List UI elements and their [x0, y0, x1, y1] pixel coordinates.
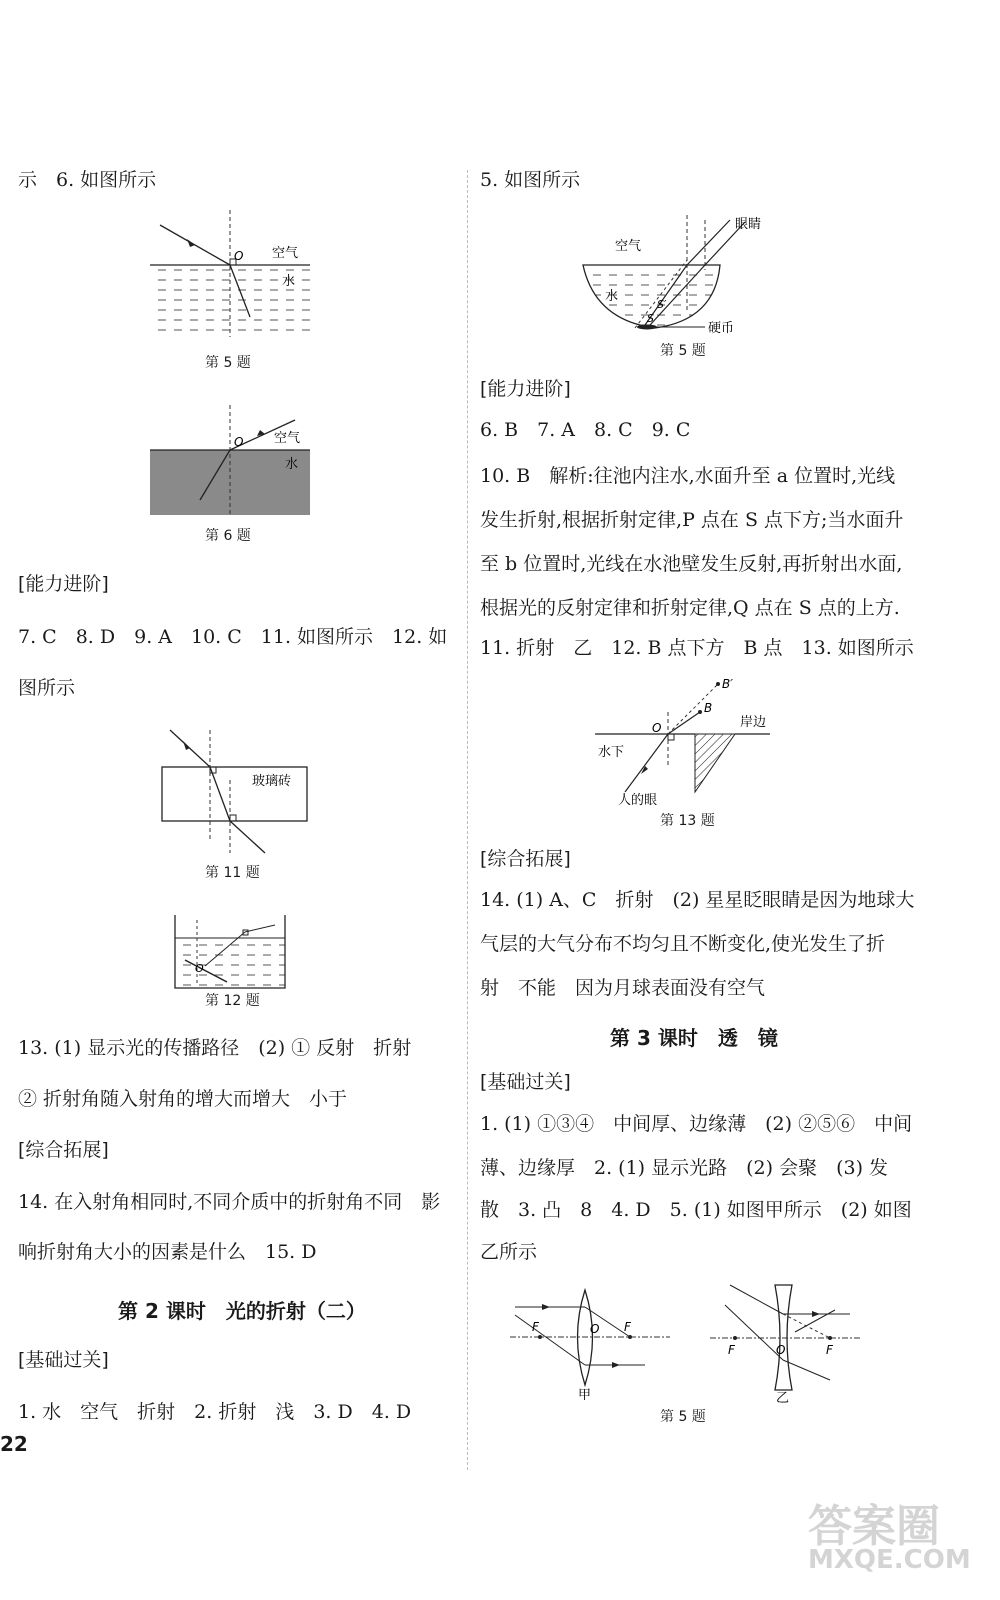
air-label: 空气	[272, 246, 299, 261]
answer-line: 根据光的反射定律和折射定律,Q 点在 S 点的上方.	[480, 597, 900, 619]
water-label: 水	[605, 289, 619, 304]
lesson-title: 第 3 课时 透 镜	[610, 1026, 778, 1050]
section-heading-basic: [基础过关]	[18, 1349, 109, 1371]
answer-line: 图所示	[18, 677, 76, 699]
figure-convex-lens	[510, 1285, 670, 1400]
point-b-prime-label: B′	[722, 677, 733, 691]
coin-label: 硬币	[708, 321, 735, 336]
s-prime-label: S′	[657, 298, 667, 311]
focus-f-label: F	[624, 1320, 631, 1334]
answer-line: 5. 如图所示	[480, 169, 581, 191]
answer-line: 14. 在入射角相同时,不同介质中的折射角不同 影	[18, 1191, 441, 1213]
figure-refraction-5	[140, 205, 320, 345]
focus-f-label: F	[826, 1343, 833, 1357]
answer-line: 1. 水 空气 折射 2. 折射 浅 3. D 4. D	[18, 1401, 412, 1423]
section-heading-ability: [能力进阶]	[480, 378, 571, 400]
answer-line: 薄、边缘厚 2. (1) 显示光路 (2) 会聚 (3) 发	[480, 1157, 889, 1179]
answer-line: 响折射角大小的因素是什么 15. D	[18, 1241, 317, 1263]
section-heading-extension: [综合拓展]	[480, 848, 571, 870]
figure-caption: 第 5 题	[660, 343, 706, 359]
answer-line: 气层的大气分布不均匀且不断变化,使光发生了折	[480, 933, 886, 955]
figure-yi-label: 乙	[776, 1391, 790, 1405]
section-heading-basic: [基础过关]	[480, 1071, 571, 1093]
figure-jia-label: 甲	[578, 1388, 592, 1400]
water-label: 水	[282, 274, 296, 289]
watermark-logo: 答案圈	[808, 1501, 940, 1552]
figure-caption: 第 11 题	[205, 865, 260, 881]
point-o-label: O	[234, 435, 244, 449]
figure-caption: 第 5 题	[660, 1409, 706, 1425]
underwater-label: 水下	[598, 745, 625, 760]
answer-line: 乙所示	[480, 1241, 538, 1263]
figure-shore-13	[590, 672, 780, 807]
answer-line: 发生折射,根据折射定律,P 点在 S 点下方;当水面升	[480, 509, 904, 531]
answer-line: 11. 折射 乙 12. B 点下方 B 点 13. 如图所示	[480, 637, 914, 659]
figure-caption: 第 6 题	[205, 528, 251, 544]
lesson-title: 第 2 课时 光的折射（二）	[118, 1299, 366, 1323]
answer-line: 6. B 7. A 8. C 9. C	[480, 419, 691, 441]
point-b-label: B	[704, 701, 713, 715]
watermark-url: MXQE.COM	[808, 1545, 971, 1575]
answer-line: ② 折射角随入射角的增大而增大 小于	[18, 1088, 348, 1110]
figure-caption: 第 5 题	[205, 355, 251, 371]
eye-label: 眼睛	[735, 217, 762, 232]
focus-f-label: F	[532, 1320, 539, 1334]
glass-brick-label: 玻璃砖	[252, 774, 292, 789]
answer-line: 14. (1) A、C 折射 (2) 星星眨眼睛是因为地球大	[480, 889, 915, 911]
figure-caption: 第 13 题	[660, 813, 715, 829]
point-o-label: O	[195, 962, 204, 975]
section-heading-extension: [综合拓展]	[18, 1139, 109, 1161]
figure-refraction-6	[140, 400, 320, 520]
answer-line: 7. C 8. D 9. A 10. C 11. 如图所示 12. 如	[18, 626, 448, 648]
water-label: 水	[285, 457, 299, 472]
figure-glass-brick-11	[150, 725, 320, 855]
shore-label: 岸边	[740, 715, 767, 730]
point-o-label: O	[590, 1322, 600, 1336]
figure-tank-12	[165, 910, 295, 990]
air-label: 空气	[274, 431, 301, 446]
focus-f-label: F	[728, 1343, 735, 1357]
figure-caption: 第 12 题	[205, 993, 260, 1009]
figure-bowl-coin-5	[575, 210, 805, 340]
answer-line: 散 3. 凸 8 4. D 5. (1) 如图甲所示 (2) 如图	[480, 1199, 912, 1221]
answer-line: 10. B 解析:往池内注水,水面升至 a 位置时,光线	[480, 465, 896, 487]
answer-line: 至 b 位置时,光线在水池壁发生反射,再折射出水面,	[480, 553, 903, 575]
air-label: 空气	[615, 239, 642, 254]
human-eye-label: 人的眼	[618, 793, 658, 807]
figure-concave-lens	[710, 1280, 860, 1405]
s-label: S	[647, 312, 654, 325]
answer-line: 1. (1) ①③④ 中间厚、边缘薄 (2) ②⑤⑥ 中间	[480, 1113, 913, 1135]
point-o-label: O	[776, 1343, 786, 1357]
column-divider	[467, 170, 468, 1470]
answer-line: 13. (1) 显示光的传播路径 (2) ① 反射 折射	[18, 1037, 412, 1059]
answer-line: 示 6. 如图所示	[18, 169, 157, 191]
point-o-label: O	[652, 721, 662, 735]
section-heading-ability: [能力进阶]	[18, 573, 109, 595]
point-o-label: O	[234, 249, 244, 263]
answer-line: 射 不能 因为月球表面没有空气	[480, 977, 766, 999]
page-number: 22	[0, 1432, 28, 1456]
